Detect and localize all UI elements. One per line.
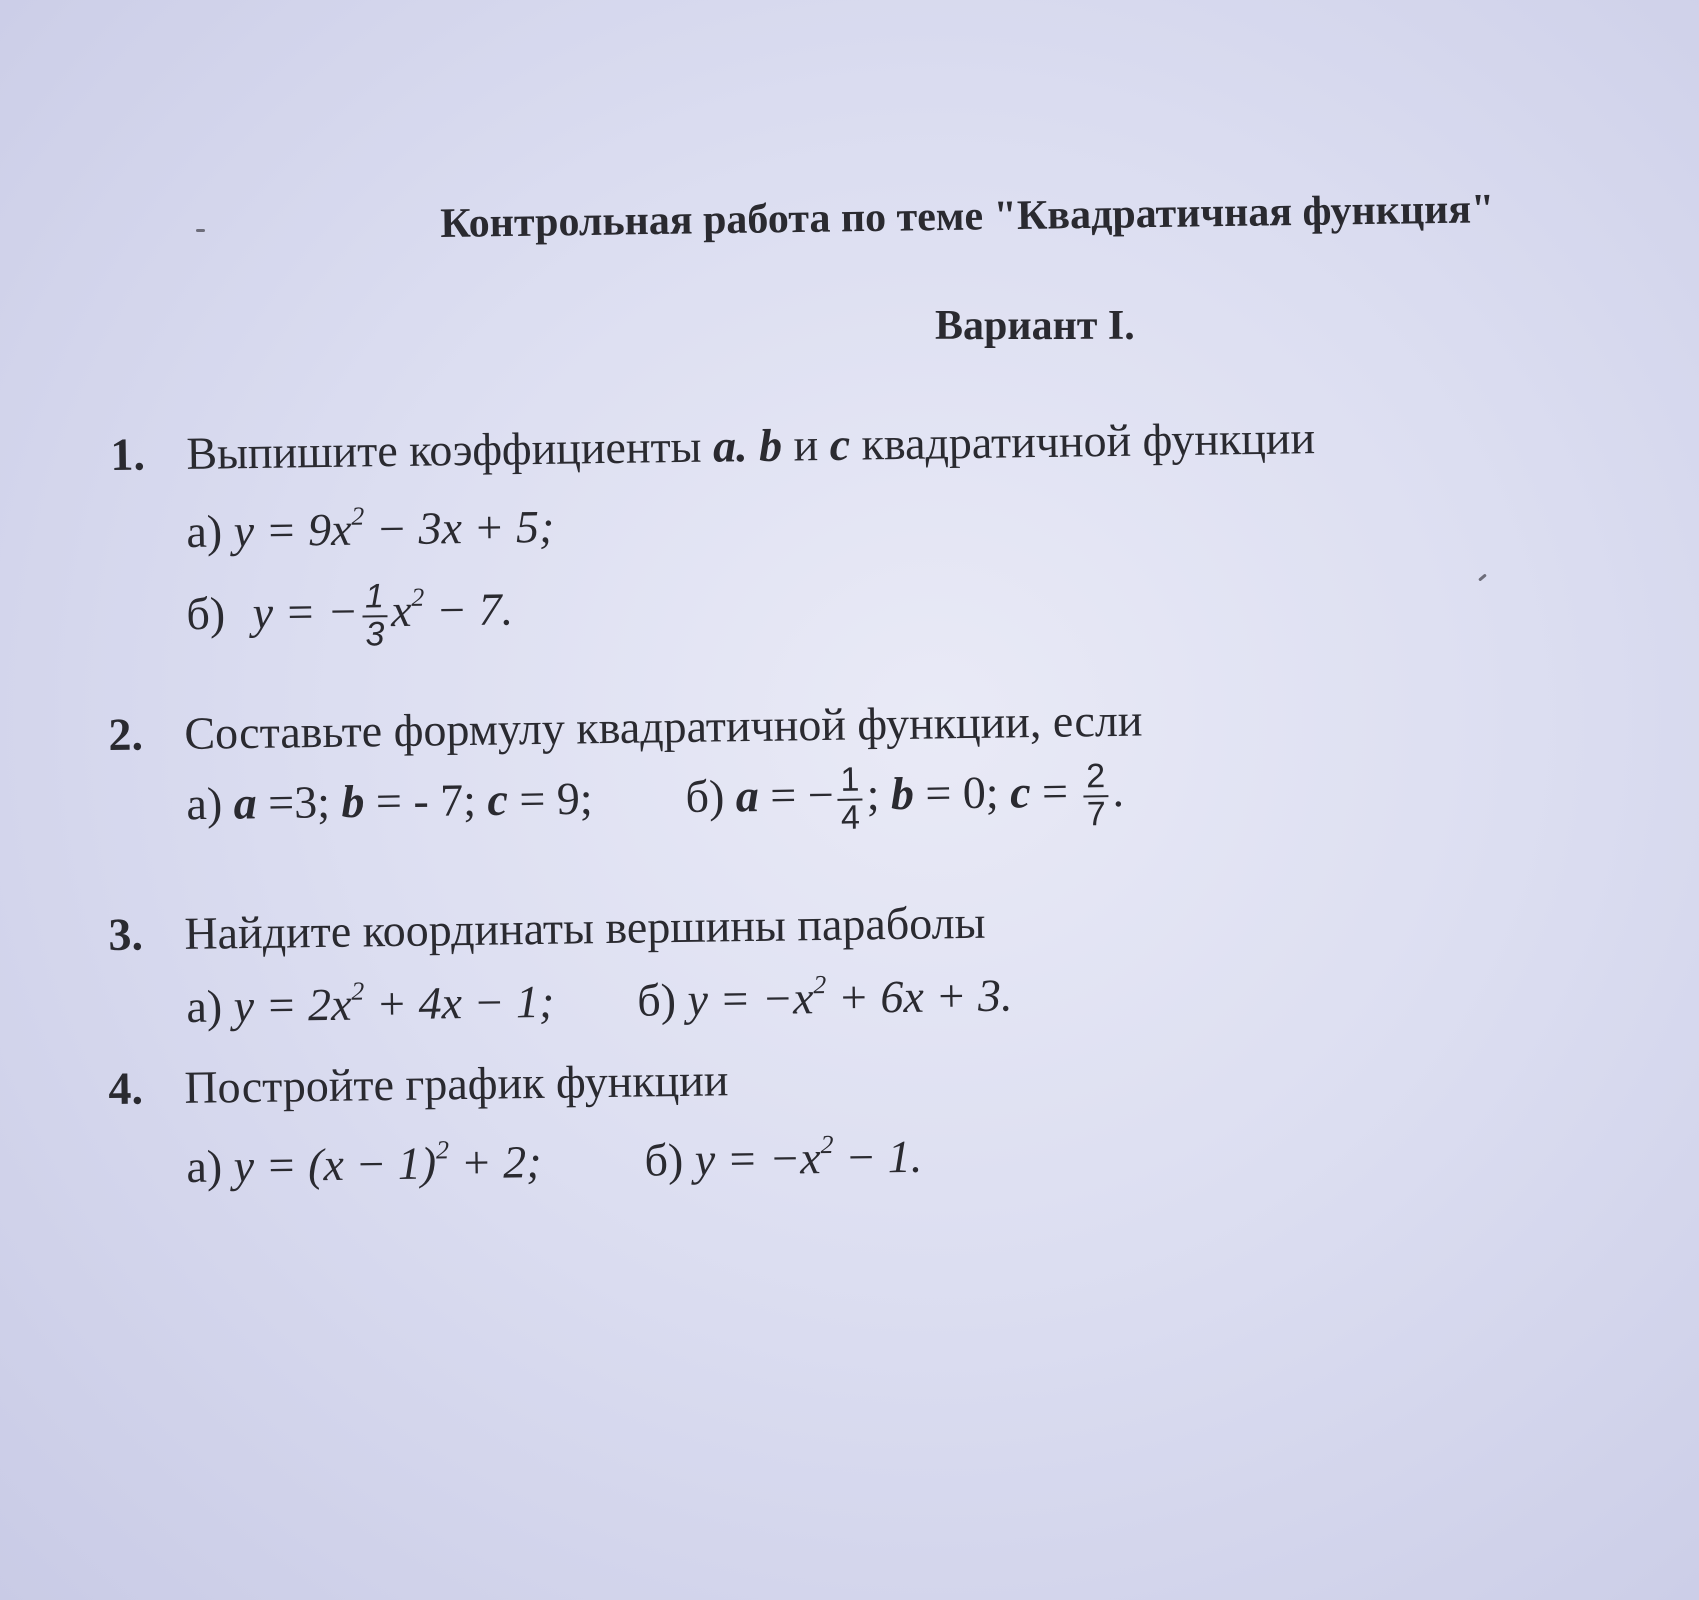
task-3-item-b: б) $y = -x^2 + 6x + 3$. [636, 969, 1013, 1026]
task-4-items [186, 1130, 923, 1193]
task-1-heading [110, 411, 1315, 481]
task-text: Составьте формулу квадратичной функции, если [184, 694, 1143, 759]
item-label: б) [186, 587, 226, 640]
task-3-items [186, 968, 1013, 1033]
coef-c: c [829, 418, 851, 470]
coef-a: a. [712, 420, 748, 472]
formula: y = − $\frac{1}{3}$ $x^2 - 7$. [252, 577, 514, 654]
task-2-items [186, 759, 1124, 845]
task-4-heading [108, 1053, 729, 1115]
task-number: 1. [110, 428, 146, 480]
ink-speck [196, 229, 205, 232]
task-4-item-b: б) $y = -x^2 - 1$. [644, 1129, 923, 1186]
task-3-item-a: а) $y = 2x^2 + 4x - 1$; [186, 975, 555, 1032]
task-2-item-b: б) a = − $\frac{1}{4}$ ; b = 0; c = $\frac{2}{7}$ . [685, 757, 1125, 837]
variant-heading: Вариант I. [935, 303, 1135, 349]
task-number: 3. [108, 908, 144, 960]
item-label: а) [186, 505, 223, 557]
coef-b: b [758, 419, 783, 471]
task-text: Выпишите коэффициенты [186, 420, 714, 479]
task-text: Найдите координаты вершины параболы [184, 896, 986, 959]
task-number: 2. [108, 708, 144, 760]
ink-speck [1478, 573, 1487, 581]
task-number: 4. [108, 1062, 144, 1114]
task-2-item-a: а) a =3; b = - 7; c = 9; [186, 772, 593, 830]
page-title: Контрольная работа по теме "Квадратичная функция" [440, 186, 1495, 247]
task-4-item-a: а) $y = (x - 1)^2 + 2$; [186, 1135, 542, 1192]
fraction: $\frac{2}{7}$ [1083, 759, 1109, 833]
task-3-heading [108, 896, 986, 961]
task-text: Постройте график функции [184, 1054, 729, 1113]
task-1-item-b [186, 577, 514, 655]
task-2-heading [108, 694, 1143, 761]
formula: $y = 9x^2 - 3x + 5$; [233, 500, 555, 557]
fraction: $\frac{1}{3}$ [362, 579, 388, 653]
task-1-item-a [186, 500, 555, 558]
fraction: $\frac{1}{4}$ [837, 763, 863, 837]
task-text-tail: квадратичной функции [849, 412, 1316, 470]
task-text-and: и [781, 418, 830, 471]
